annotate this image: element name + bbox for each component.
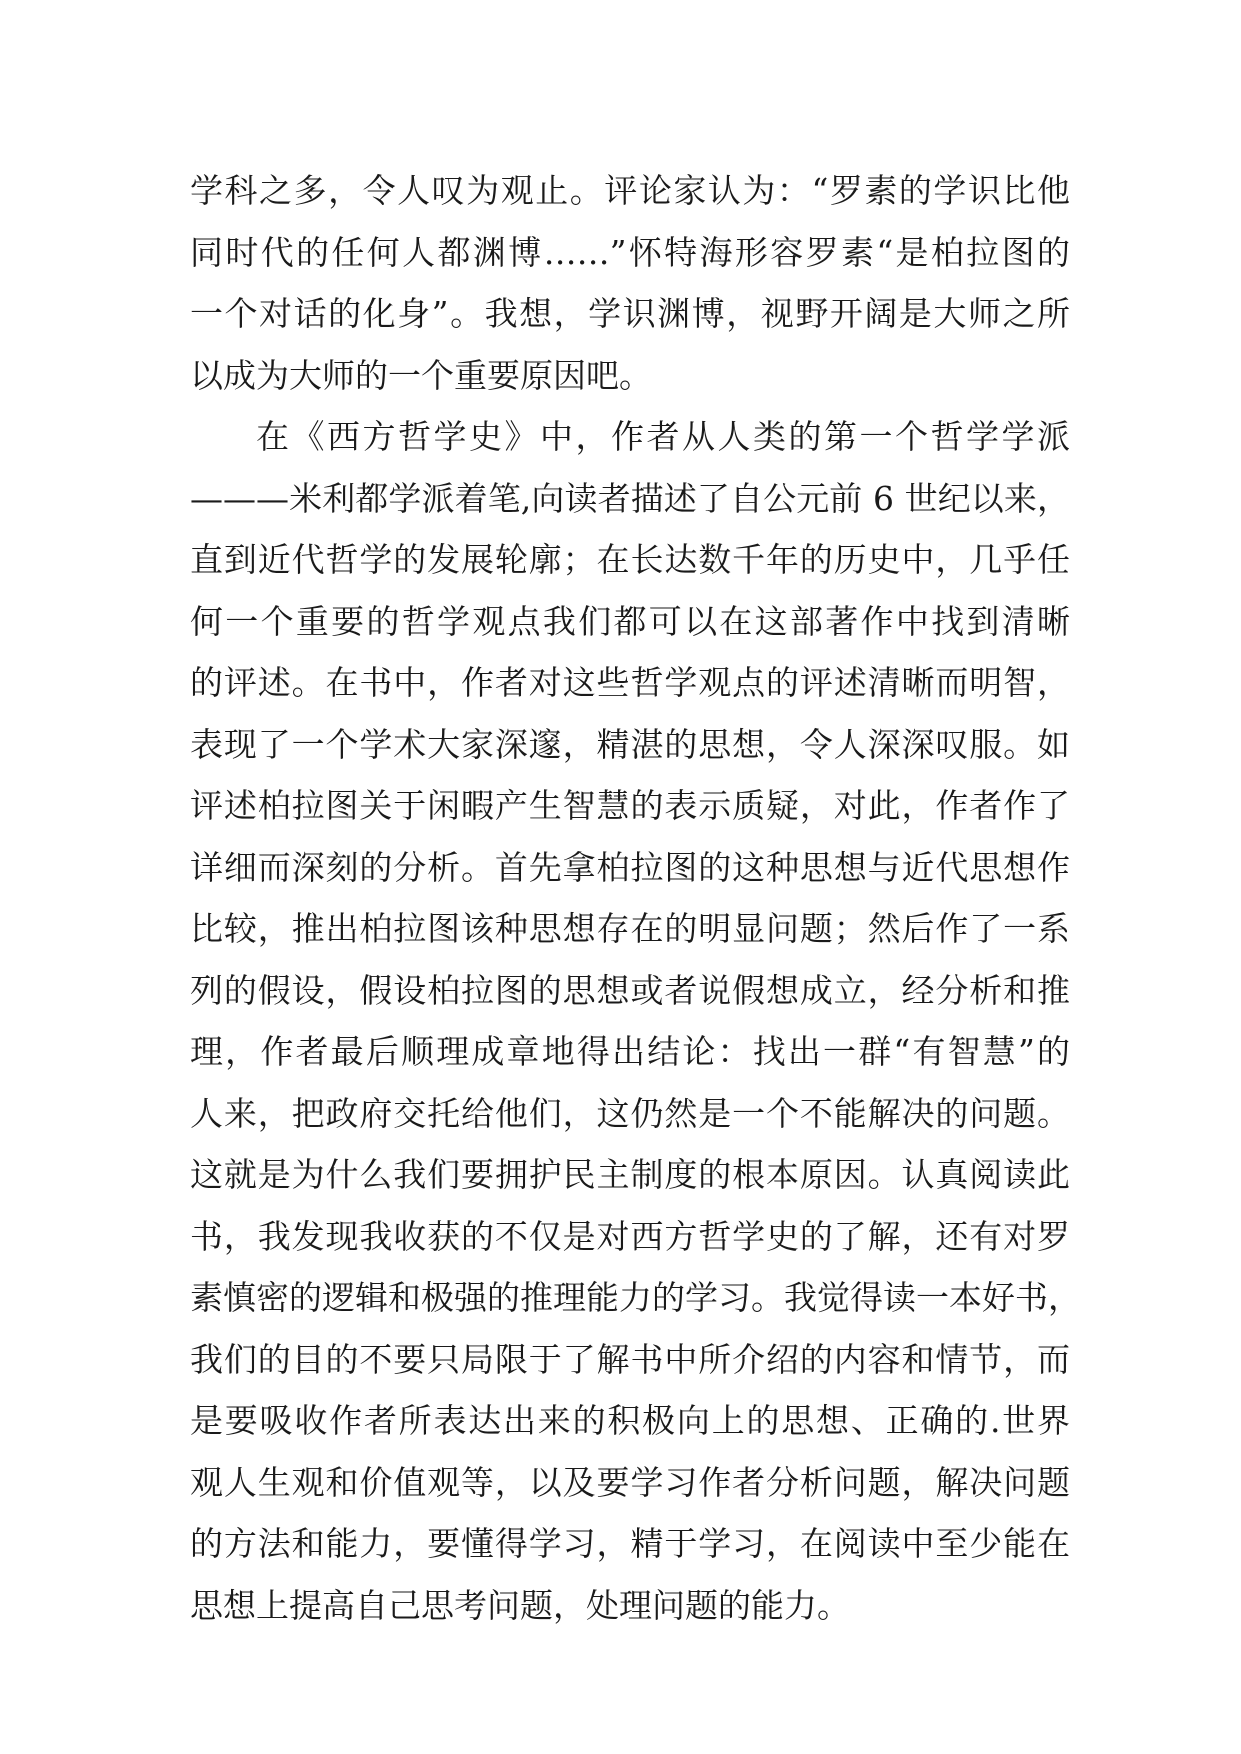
- text-line: 表现了一个学术大家深邃，精湛的思想，令人深深叹服。如: [190, 724, 1070, 764]
- text-line: 的方法和能力，要懂得学习，精于学习，在阅读中至少能在: [190, 1524, 1070, 1563]
- text-line: 的评述。在书中，作者对这些哲学观点的评述清晰而明智，: [190, 663, 1070, 702]
- text-line: 以成为大师的一个重要原因吧。: [190, 355, 652, 395]
- paragraph-2: [190, 406, 1081, 1636]
- text-line: 理，作者最后顺理成章地得出结论：找出一群“有智慧”的: [190, 1032, 1070, 1071]
- text-line: 人来，把政府交托给他们，这仍然是一个不能解决的问题。: [190, 1093, 1070, 1133]
- paragraph-1: [190, 160, 1070, 406]
- text-line: 详细而深刻的分析。首先拿柏拉图的这种思想与近代思想作: [190, 847, 1070, 887]
- text-line: ———米利都学派着笔,向读者描述了自公元前 6 世纪以来，: [190, 478, 1070, 518]
- text-line: 学科之多，令人叹为观止。评论家认为：“罗素的学识比他: [190, 171, 1070, 210]
- text-line: 直到近代哲学的发展轮廓；在长达数千年的历史中，几乎任: [190, 540, 1070, 579]
- text-line: 何一个重要的哲学观点我们都可以在这部著作中找到清晰: [190, 601, 1070, 641]
- document-body: [190, 160, 1081, 1636]
- text-line: 观人生观和价值观等，以及要学习作者分析问题，解决问题: [190, 1462, 1070, 1502]
- text-line: 书，我发现我收获的不仅是对西方哲学史的了解，还有对罗: [190, 1216, 1070, 1256]
- text-line: 一个对话的化身”。我想，学识渊博，视野开阔是大师之所: [190, 294, 1070, 333]
- text-line: 是要吸收作者所表达出来的积极向上的思想、正确的.世界: [190, 1401, 1070, 1440]
- text-line: 素慎密的逻辑和极强的推理能力的学习。我觉得读一本好书，: [190, 1278, 1081, 1317]
- text-line: 这就是为什么我们要拥护民主制度的根本原因。认真阅读此: [190, 1155, 1070, 1194]
- text-line: 比较，推出柏拉图该种思想存在的明显问题；然后作了一系: [190, 909, 1070, 948]
- text-line: 思想上提高自己思考问题，处理问题的能力。: [190, 1585, 850, 1625]
- text-line: 评述柏拉图关于闲暇产生智慧的表示质疑，对此，作者作了: [190, 786, 1070, 825]
- text-line: 列的假设，假设柏拉图的思想或者说假想成立，经分析和推: [190, 970, 1070, 1010]
- text-line: 在《西方哲学史》中，作者从人类的第一个哲学学派: [256, 417, 1070, 456]
- text-line: 同时代的任何人都渊博……”怀特海形容罗素“是柏拉图的: [190, 232, 1070, 272]
- text-line: 我们的目的不要只局限于了解书中所介绍的内容和情节，而: [190, 1339, 1070, 1379]
